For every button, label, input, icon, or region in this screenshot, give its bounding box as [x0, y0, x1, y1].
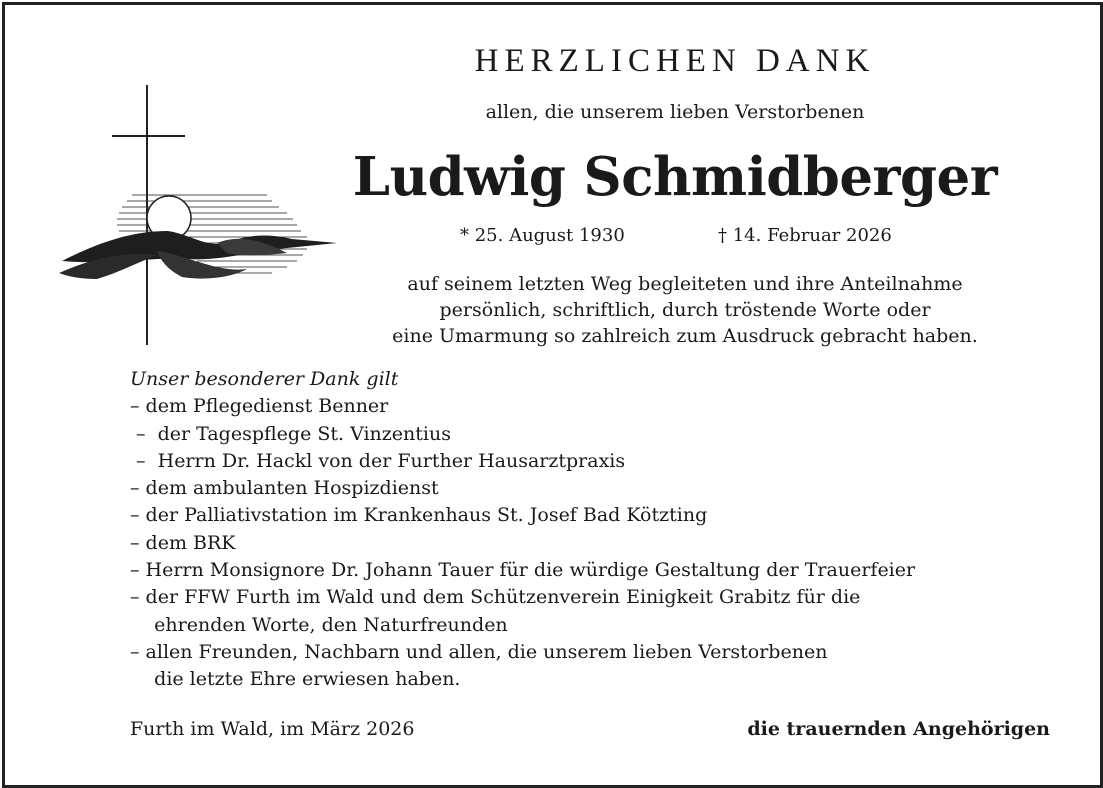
list-item: – Herrn Dr. Hackl von der Further Hausarztpraxis — [130, 449, 626, 472]
message-line: auf seinem letzten Weg begleiteten und ihre Anteilnahme — [407, 273, 963, 295]
list-item: – dem Pflegedienst Benner — [130, 395, 389, 418]
list-item: – dem ambulanten Hospizdienst — [130, 477, 439, 500]
list-item: – der Tagespflege St. Vinzentius — [130, 422, 451, 445]
list-item: – der Palliativstation im Krankenhaus St. Josef Bad Kötzting — [130, 504, 708, 527]
signoff: die trauernden Angehörigen — [747, 718, 1050, 740]
list-item: – Herrn Monsignore Dr. Johann Tauer für die würdige Gestaltung der Trauerfeier — [130, 559, 916, 582]
thanks-message — [325, 271, 1045, 349]
list-item: – der FFW Furth im Wald und dem Schützenverein Einigkeit Grabitz für die — [130, 586, 861, 609]
list-item: – allen Freunden, Nachbarn und allen, die unserem lieben Verstorbenen — [130, 640, 828, 663]
list-item: – dem BRK — [130, 531, 236, 554]
birth-date: * 25. August 1930 — [460, 225, 625, 246]
place-date: Furth im Wald, im März 2026 — [130, 718, 415, 740]
deceased-name: Ludwig Schmidberger — [352, 146, 998, 208]
message-line: eine Umarmung so zahlreich zum Ausdruck gebracht haben. — [392, 325, 978, 347]
death-date: † 14. Februar 2026 — [718, 225, 892, 246]
special-thanks-heading: Unser besonderer Dank gilt — [130, 368, 399, 390]
list-item: die letzte Ehre erwiesen haben. — [130, 668, 461, 691]
cross-sun-mountains-icon — [57, 83, 342, 351]
intro-text: allen, die unserem lieben Verstorbenen — [485, 101, 865, 123]
page-title: HERZLICHEN DANK — [474, 43, 876, 79]
message-line: persönlich, schriftlich, durch tröstende Worte oder — [439, 299, 931, 321]
list-item: ehrenden Worte, den Naturfreunden — [130, 613, 508, 636]
obituary-notice — [2, 2, 1103, 788]
special-thanks-list — [130, 366, 1070, 694]
